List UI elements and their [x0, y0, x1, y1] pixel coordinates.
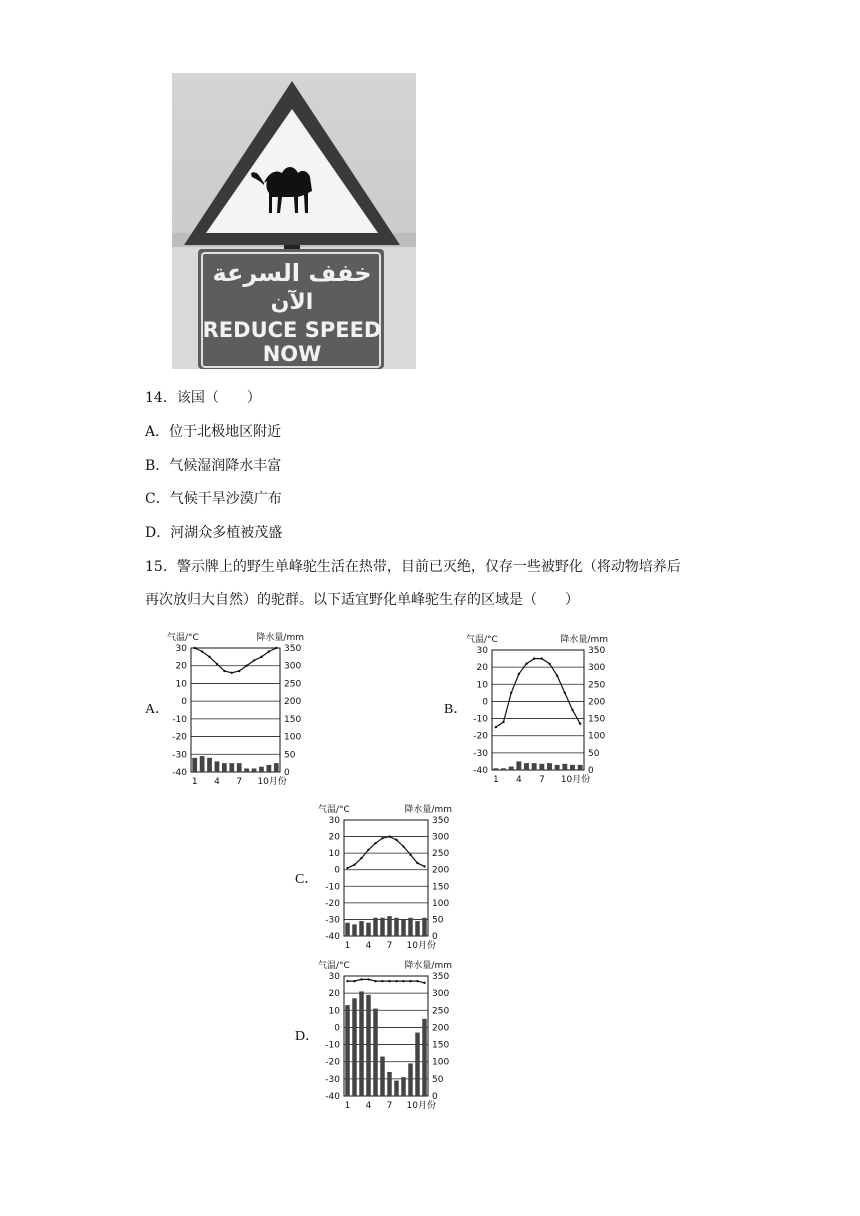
month-tick-label: 7 — [386, 941, 393, 951]
month-tick-label: 10月份 — [406, 941, 436, 951]
precipitation-bar — [555, 765, 560, 770]
chart-option-d-label: D． — [295, 1029, 320, 1044]
precipitation-bar — [524, 763, 529, 770]
temperature-point — [548, 663, 550, 665]
temperature-tick-label: 0 — [181, 697, 187, 708]
precipitation-bar — [352, 998, 356, 1096]
temperature-point — [409, 980, 411, 982]
temperature-point — [367, 978, 369, 980]
temperature-tick-label: 10 — [476, 680, 488, 691]
climate-chart-b — [464, 630, 614, 790]
month-tick-label: 1 — [344, 941, 351, 951]
precipitation-bar — [401, 919, 405, 936]
plot-frame — [191, 648, 280, 772]
precipitation-bar — [366, 923, 370, 936]
temperature-point — [367, 849, 369, 851]
precipitation-tick-label: 350 — [588, 646, 606, 656]
temperature-point — [409, 854, 411, 856]
month-tick-label: 7 — [236, 777, 243, 787]
precipitation-axis-title: 降水量/mm — [256, 633, 304, 643]
precipitation-bar — [387, 1072, 391, 1096]
month-tick-label: 1 — [344, 1101, 351, 1111]
temperature-point — [223, 670, 225, 672]
precipitation-bar — [222, 763, 227, 772]
month-tick-label: 1 — [191, 777, 198, 787]
precipitation-tick-label: 300 — [432, 832, 450, 843]
temperature-axis-title: 气温/°C — [167, 633, 199, 643]
temperature-line — [348, 979, 425, 983]
temperature-tick-label: 30 — [328, 816, 340, 826]
precipitation-bar — [252, 768, 257, 772]
temperature-point — [423, 982, 425, 984]
temperature-line — [348, 837, 425, 869]
temperature-point — [231, 672, 233, 674]
precipitation-bar — [373, 918, 377, 936]
precipitation-bar — [345, 923, 349, 936]
precipitation-bar — [387, 916, 391, 936]
precipitation-bar — [373, 1009, 377, 1096]
precipitation-tick-label: 200 — [284, 697, 302, 708]
temperature-tick-label: -10 — [473, 714, 488, 725]
precipitation-bar — [394, 918, 398, 936]
temperature-point — [541, 657, 543, 659]
temperature-tick-label: -30 — [325, 915, 340, 926]
climate-chart-c — [316, 800, 466, 956]
precipitation-bar — [408, 1063, 412, 1096]
precipitation-bar — [415, 921, 419, 936]
temperature-tick-label: 20 — [328, 989, 340, 1000]
precipitation-tick-label: 150 — [432, 1040, 450, 1051]
question-14-stem: 14．该国（ ） — [145, 390, 261, 406]
temperature-axis-title: 气温/°C — [318, 961, 350, 971]
precipitation-tick-label: 300 — [588, 663, 606, 674]
temperature-point — [388, 980, 390, 982]
precipitation-axis-title: 降水量/mm — [560, 635, 608, 645]
precipitation-bar — [539, 764, 544, 770]
precipitation-bar — [274, 763, 279, 772]
precipitation-tick-label: 100 — [588, 731, 606, 742]
precipitation-bar — [352, 924, 356, 936]
temperature-point — [374, 842, 376, 844]
precipitation-bar — [359, 991, 363, 1096]
precipitation-tick-label: 300 — [432, 989, 450, 1000]
temperature-tick-label: 30 — [476, 646, 488, 656]
precipitation-tick-label: 50 — [432, 1074, 444, 1085]
precipitation-bar — [259, 767, 264, 772]
precipitation-bar — [267, 765, 272, 772]
temperature-point — [525, 663, 527, 665]
precipitation-bar — [562, 764, 567, 770]
precipitation-tick-label: 0 — [432, 932, 438, 942]
precipitation-tick-label: 250 — [284, 679, 302, 690]
temperature-tick-label: 20 — [476, 663, 488, 674]
precipitation-bar — [501, 768, 506, 770]
temperature-point — [402, 980, 404, 982]
precipitation-bar — [200, 756, 205, 772]
temperature-tick-label: 10 — [328, 1006, 340, 1017]
temperature-tick-label: -20 — [172, 732, 187, 743]
month-tick-label: 4 — [365, 1101, 372, 1111]
question-14-option-c: C．气候干旱沙漠广布 — [145, 491, 282, 507]
precipitation-tick-label: 350 — [432, 972, 450, 982]
temperature-tick-label: -10 — [172, 714, 187, 725]
chart-option-a-label: A． — [145, 702, 170, 717]
month-tick-label: 4 — [365, 941, 372, 951]
temperature-point — [346, 980, 348, 982]
precipitation-bar — [237, 763, 242, 772]
question-15-stem-line1: 15．警示牌上的野生单峰驼生活在热带，目前已灭绝，仅存一些被野化（将动物培养后 — [145, 559, 681, 575]
camel-sign-photo — [172, 73, 416, 369]
question-14-option-b: B．气候湿润降水丰富 — [145, 458, 282, 474]
precipitation-bar — [415, 1033, 419, 1096]
month-tick-label: 7 — [386, 1101, 393, 1111]
temperature-point — [260, 656, 262, 658]
precipitation-bar — [359, 921, 363, 936]
temperature-tick-label: 0 — [482, 697, 488, 708]
temperature-point — [253, 659, 255, 661]
plot-frame — [492, 650, 584, 770]
precipitation-bar — [578, 765, 583, 770]
temperature-point — [564, 692, 566, 694]
precipitation-bar — [401, 1077, 405, 1096]
precipitation-tick-label: 150 — [284, 714, 302, 725]
question-14-option-d: D．河湖众多植被茂盛 — [145, 525, 283, 541]
month-tick-label: 10月份 — [406, 1101, 436, 1111]
temperature-point — [360, 857, 362, 859]
month-tick-label: 4 — [515, 775, 522, 785]
precipitation-tick-label: 250 — [432, 1006, 450, 1017]
precipitation-tick-label: 0 — [284, 768, 290, 778]
precipitation-bar — [509, 767, 514, 770]
temperature-tick-label: 0 — [334, 1023, 340, 1034]
climate-chart-d — [316, 956, 466, 1116]
precipitation-tick-label: 350 — [284, 644, 302, 654]
temperature-tick-label: -40 — [473, 766, 488, 776]
temperature-tick-label: -40 — [325, 1092, 340, 1102]
temperature-point — [518, 673, 520, 675]
precipitation-axis-title: 降水量/mm — [404, 961, 452, 971]
temperature-tick-label: 30 — [175, 644, 187, 654]
temperature-point — [395, 980, 397, 982]
precipitation-bar — [380, 918, 384, 936]
temperature-tick-label: -30 — [172, 750, 187, 761]
precipitation-bar — [570, 765, 575, 770]
month-tick-label: 10月份 — [560, 775, 591, 785]
precipitation-tick-label: 250 — [432, 849, 450, 860]
temperature-point — [381, 837, 383, 839]
sign-english-line2: NOW — [262, 342, 322, 366]
temperature-tick-label: 20 — [175, 661, 187, 672]
temperature-point — [416, 862, 418, 864]
temperature-point — [353, 980, 355, 982]
temperature-line — [195, 648, 277, 673]
month-tick-label: 10月份 — [257, 777, 287, 787]
temperature-point — [571, 709, 573, 711]
precipitation-bar — [422, 1019, 426, 1096]
precipitation-axis-title: 降水量/mm — [404, 805, 452, 815]
temperature-tick-label: -40 — [172, 768, 187, 778]
precipitation-tick-label: 150 — [432, 882, 450, 893]
temperature-tick-label: 20 — [328, 832, 340, 843]
temperature-point — [502, 721, 504, 723]
temperature-point — [556, 675, 558, 677]
temperature-point — [275, 647, 277, 649]
precipitation-tick-label: 300 — [284, 661, 302, 672]
temperature-point — [346, 867, 348, 869]
precipitation-bar — [493, 768, 498, 770]
temperature-axis-title: 气温/°C — [466, 635, 498, 645]
climate-chart-a — [165, 626, 304, 790]
sign-english-line1: REDUCE SPEED — [202, 318, 382, 342]
camel-sign-illustration — [172, 73, 416, 369]
question-15-stem-line2: 再次放归大自然）的驼群。以下适宜野化单峰驼生存的区域是（ ） — [145, 592, 579, 608]
precipitation-tick-label: 0 — [432, 1092, 438, 1102]
temperature-point — [388, 835, 390, 837]
precipitation-tick-label: 0 — [588, 766, 594, 776]
precipitation-tick-label: 150 — [588, 714, 606, 725]
month-tick-label: 7 — [538, 775, 545, 785]
temperature-point — [423, 865, 425, 867]
precipitation-bar — [547, 763, 552, 770]
temperature-tick-label: -20 — [325, 1057, 340, 1068]
precipitation-tick-label: 50 — [588, 748, 600, 759]
precipitation-tick-label: 100 — [432, 1057, 450, 1068]
temperature-point — [510, 692, 512, 694]
chart-option-b-label: B． — [444, 702, 468, 717]
temperature-point — [402, 845, 404, 847]
precipitation-bar — [244, 768, 249, 772]
precipitation-bar — [394, 1081, 398, 1096]
month-tick-label: 4 — [214, 777, 220, 787]
temperature-point — [381, 980, 383, 982]
temperature-point — [416, 980, 418, 982]
question-14-option-a: A．位于北极地区附近 — [145, 424, 282, 440]
temperature-line — [496, 659, 580, 728]
precipitation-tick-label: 100 — [432, 898, 450, 909]
temperature-point — [579, 723, 581, 725]
precipitation-bar — [345, 1005, 349, 1096]
precipitation-bar — [422, 918, 426, 936]
precipitation-tick-label: 200 — [588, 697, 606, 708]
temperature-point — [245, 665, 247, 667]
chart-option-c-label: C． — [295, 872, 319, 887]
temperature-tick-label: 10 — [328, 849, 340, 860]
temperature-tick-label: 10 — [175, 679, 187, 690]
temperature-tick-label: -40 — [325, 932, 340, 942]
temperature-point — [495, 726, 497, 728]
precipitation-bar — [192, 758, 197, 772]
precipitation-bar — [366, 995, 370, 1096]
temperature-point — [533, 657, 535, 659]
precipitation-bar — [408, 918, 412, 936]
precipitation-bar — [207, 758, 212, 772]
temperature-tick-label: -10 — [325, 1040, 340, 1051]
temperature-point — [238, 670, 240, 672]
temperature-tick-label: -20 — [325, 898, 340, 909]
temperature-point — [208, 656, 210, 658]
precipitation-tick-label: 200 — [432, 865, 450, 876]
temperature-point — [268, 650, 270, 652]
temperature-point — [353, 864, 355, 866]
precipitation-bar — [229, 763, 234, 772]
precipitation-bar — [532, 763, 537, 770]
temperature-tick-label: 0 — [334, 865, 340, 876]
precipitation-bar — [215, 761, 220, 772]
temperature-axis-title: 气温/°C — [318, 805, 350, 815]
precipitation-bar — [380, 1057, 384, 1096]
precipitation-tick-label: 50 — [432, 915, 444, 926]
temperature-tick-label: -30 — [473, 748, 488, 759]
precipitation-tick-label: 100 — [284, 732, 302, 743]
temperature-tick-label: 30 — [328, 972, 340, 982]
sign-arabic-line1: خفف السرعة — [212, 259, 372, 287]
temperature-point — [360, 978, 362, 980]
temperature-point — [201, 650, 203, 652]
temperature-point — [216, 663, 218, 665]
precipitation-tick-label: 250 — [588, 680, 606, 691]
precipitation-bar — [516, 761, 521, 770]
temperature-point — [395, 839, 397, 841]
temperature-point — [374, 980, 376, 982]
temperature-tick-label: -10 — [325, 882, 340, 893]
temperature-tick-label: -20 — [473, 731, 488, 742]
precipitation-tick-label: 350 — [432, 816, 450, 826]
precipitation-tick-label: 200 — [432, 1023, 450, 1034]
month-tick-label: 1 — [492, 775, 499, 785]
precipitation-tick-label: 50 — [284, 750, 296, 761]
temperature-tick-label: -30 — [325, 1074, 340, 1085]
temperature-point — [194, 647, 196, 649]
sign-arabic-line2: الآن — [270, 290, 314, 315]
